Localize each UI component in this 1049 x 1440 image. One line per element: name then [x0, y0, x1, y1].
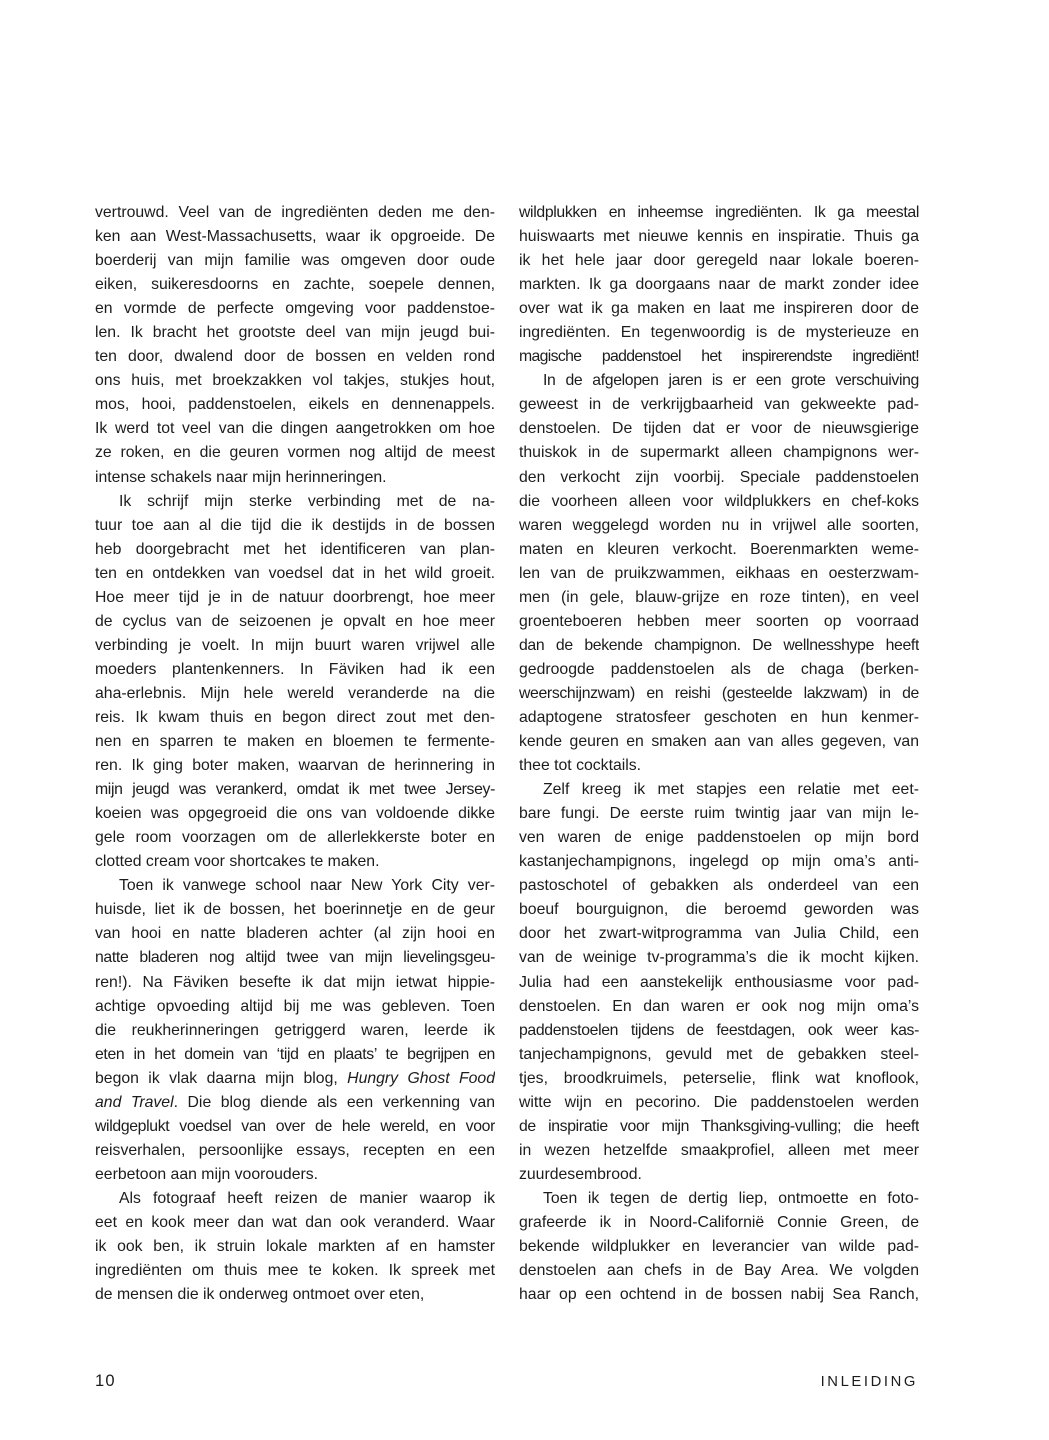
text-segment: Als fotograaf heeft reizen de manier waarop ik: [119, 1189, 495, 1207]
text-line: [519, 778, 919, 802]
text-line: [519, 1235, 919, 1259]
text-segment: tuur toe aan al die tijd die ik destijds in de bossen: [95, 516, 495, 534]
text-line: [519, 802, 919, 826]
text-segment: ven waren de enige paddenstoelen op mijn bord: [519, 829, 919, 847]
text-line: [95, 369, 495, 393]
text-line: [95, 1283, 495, 1307]
text-line: [519, 1211, 919, 1235]
text-line: [519, 514, 919, 538]
text-segment: ten en ontdekken van voedsel dat in het wild groeit.: [95, 564, 495, 582]
text-line: [519, 1019, 919, 1043]
text-line: [95, 682, 495, 706]
text-line: [95, 778, 495, 802]
text-segment: len van de pruikzwammen, eikhaas en oesterzwam-: [519, 564, 919, 582]
text-segment: magische paddenstoel het inspirerendste ingrediënt!: [519, 348, 919, 366]
text-segment: heb doorgebracht met het identificeren van plan-: [95, 540, 495, 558]
text-line: [95, 658, 495, 682]
text-segment: dan de bekende champignon. De wellnesshype heeft: [519, 636, 919, 654]
text-line: [95, 874, 495, 898]
text-segment: men (in gele, blauw-grijze en roze tinten), en veel: [519, 588, 919, 606]
text-segment: intense schakels naar mijn herinneringen.: [95, 468, 387, 486]
text-segment: Zelf kreeg ik met stapjes een relatie met eet-: [543, 781, 919, 799]
text-line: [519, 971, 919, 995]
text-segment: clotted cream voor shortcakes te maken.: [95, 853, 380, 871]
text-line: [519, 417, 919, 441]
text-segment: eerbetoon aan mijn voorouders.: [95, 1165, 319, 1183]
text-segment: maten en kleuren verkocht. Boerenmarkten weme-: [519, 540, 919, 558]
text-line: [95, 1163, 495, 1187]
text-segment: denstoelen. En dan waren er ook nog mijn oma’s: [519, 997, 919, 1015]
text-line: [519, 273, 919, 297]
text-segment: mijn jeugd was verankerd, omdat ik met twee Jersey-: [95, 781, 495, 799]
italic-text-segment: and Travel: [95, 1093, 174, 1111]
text-line: [519, 682, 919, 706]
text-segment: eet en kook meer dan wat dan ook veranderd. Waar: [95, 1213, 495, 1231]
text-segment: den verkocht zijn voorbij. Speciale paddenstoelen: [519, 468, 919, 486]
text-segment: wildgeplukt voedsel van over de hele wereld, en voor: [95, 1117, 495, 1135]
text-line: [95, 321, 495, 345]
text-segment: van de weinige tv-programma’s die ik mocht kijken.: [519, 949, 919, 967]
text-line: [95, 922, 495, 946]
text-segment: pastoschotel of gebakken als onderdeel van een: [519, 877, 919, 895]
text-line: [95, 225, 495, 249]
text-segment: grafeerde ik in Noord-Californië Connie Green, de: [519, 1213, 919, 1231]
text-line: [519, 1187, 919, 1211]
text-line: [519, 345, 919, 369]
text-line: [95, 417, 495, 441]
text-line: [519, 441, 919, 465]
italic-text-segment: Hungry Ghost Food: [347, 1069, 495, 1087]
text-segment: moeders plantenkenners. In Fäviken had ik een: [95, 660, 495, 678]
text-segment: eten in het domein van ‘tijd en plaats’ te begrijpen en: [95, 1045, 495, 1063]
text-line: [519, 634, 919, 658]
text-line: [519, 538, 919, 562]
text-segment: begon ik vlak daarna mijn blog,: [95, 1069, 348, 1087]
text-line: [519, 922, 919, 946]
text-segment: boeuf bourguignon, die beroemd geworden was: [519, 901, 919, 919]
text-line: [95, 754, 495, 778]
text-line: [95, 441, 495, 465]
text-line: [519, 658, 919, 682]
text-line: [519, 610, 919, 634]
text-segment: mos, hooi, paddenstoelen, eikels en dennenappels.: [95, 396, 495, 414]
text-segment: eiken, suikeresdoorns en zachte, soepele dennen,: [95, 276, 495, 294]
text-segment: groenteboeren hebben meer soorten op voorraad: [519, 612, 919, 630]
text-line: [95, 971, 495, 995]
text-line: [519, 946, 919, 970]
text-line: [95, 490, 495, 514]
text-segment: waren weggelegd worden nu in vrijwel alle soorten,: [519, 516, 919, 534]
text-segment: koeien was opgegroeid die ons van voldoende dikke: [95, 805, 495, 823]
text-line: [95, 273, 495, 297]
text-segment: de inspiratie voor mijn Thanksgiving-vulling; die heeft: [519, 1117, 919, 1135]
text-segment: Ik schrijf mijn sterke verbinding met de na-: [119, 492, 495, 510]
text-line: [519, 706, 919, 730]
running-head-section: INLEIDING: [820, 1374, 918, 1390]
text-segment: kastanjechampignons, ingelegd op mijn oma’s anti-: [519, 853, 919, 871]
text-segment: ken aan West-Massachusetts, waar ik opgroeide. De: [95, 228, 495, 246]
text-segment: van hooi en natte bladeren achter (al zijn hooi en: [95, 925, 495, 943]
text-segment: ren. Ik ging boter maken, waarvan de herinnering in: [95, 757, 495, 775]
text-line: [519, 874, 919, 898]
text-segment: haar op een ochtend in de bossen nabij Sea Ranch,: [519, 1286, 919, 1304]
text-line: [519, 490, 919, 514]
text-segment: In de afgelopen jaren is er een grote verschuiving: [543, 372, 919, 390]
text-segment: ik het hele jaar door geregeld naar lokale boeren-: [519, 252, 919, 270]
text-line: [519, 850, 919, 874]
text-line: [519, 1091, 919, 1115]
text-segment: en vormde de perfecte omgeving voor paddenstoe-: [95, 300, 495, 318]
text-segment: denstoelen aan chefs in de Bay Area. We volgden: [519, 1262, 919, 1280]
text-line: [519, 898, 919, 922]
text-segment: verbinding je voelt. In mijn buurt waren vrijwel alle: [95, 636, 495, 654]
text-line: [95, 826, 495, 850]
text-line: [519, 1163, 919, 1187]
text-segment: reis. Ik kwam thuis en begon direct zout met den-: [95, 708, 495, 726]
text-line: [95, 898, 495, 922]
text-segment: die voorheen alleen voor wildplukkers en chef-koks: [519, 492, 919, 510]
text-line: [95, 802, 495, 826]
text-line: [95, 201, 495, 225]
text-line: [95, 995, 495, 1019]
text-segment: kende geuren en smaken aan van alles gegeven, van: [519, 733, 919, 751]
text-segment: over wat ik ga maken en laat me inspireren door de: [519, 300, 919, 318]
text-line: [95, 1187, 495, 1211]
text-line: [519, 466, 919, 490]
text-line: [519, 754, 919, 778]
text-line: [519, 586, 919, 610]
text-segment: de cyclus van de seizoenen je opvalt en hoe meer: [95, 612, 495, 630]
text-segment: Toen ik tegen de dertig liep, ontmoette en foto-: [543, 1189, 919, 1207]
page-footer: [95, 1372, 918, 1391]
text-segment: len. Ik bracht het grootste deel van mijn jeugd bui-: [95, 324, 495, 342]
text-line: [95, 610, 495, 634]
text-line: [519, 201, 919, 225]
text-line: [519, 393, 919, 417]
text-segment: gedroogde paddenstoelen als de chaga (berken-: [519, 660, 919, 678]
text-segment: geweest in de verkrijgbaarheid van gekweekte pad-: [519, 396, 919, 414]
text-line: [519, 1043, 919, 1067]
text-line: [95, 1139, 495, 1163]
text-segment: Julia had een aanstekelijk enthousiasme voor pad-: [519, 973, 919, 991]
text-line: [95, 297, 495, 321]
text-line: [95, 1043, 495, 1067]
text-segment: huiswaarts met nieuwe kennis en inspiratie. Thuis ga: [519, 228, 919, 246]
text-line: [519, 249, 919, 273]
text-segment: thee tot cocktails.: [519, 757, 642, 775]
text-segment: Toen ik vanwege school naar New York City ver-: [119, 877, 495, 895]
text-segment: in wezen hetzelfde smaakprofiel, alleen met meer: [519, 1141, 919, 1159]
text-line: [95, 393, 495, 417]
text-segment: ze roken, en die geuren vormen nog altijd de meest: [95, 444, 495, 462]
text-column-right: [519, 201, 919, 1307]
text-line: [95, 249, 495, 273]
text-line: [95, 1115, 495, 1139]
text-line: [519, 826, 919, 850]
text-segment: ren!). Na Fäviken besefte ik dat mijn ietwat hippie-: [95, 973, 495, 991]
text-segment: de mensen die ik onderweg ontmoet over eten,: [95, 1286, 425, 1304]
text-segment: die reukherinneringen getriggerd waren, leerde ik: [95, 1021, 495, 1039]
text-line: [95, 538, 495, 562]
text-line: [519, 1067, 919, 1091]
text-segment: weerschijnzwam) en reishi (gesteelde lakzwam) in de: [519, 684, 919, 702]
text-segment: ingrediënten. En tegenwoordig is de mysterieuze en: [519, 324, 919, 342]
text-segment: witte wijn en pecorino. Die paddenstoelen werden: [519, 1093, 919, 1111]
text-line: [95, 634, 495, 658]
text-line: [519, 562, 919, 586]
text-line: [95, 1211, 495, 1235]
text-line: [95, 1259, 495, 1283]
text-line: [519, 995, 919, 1019]
text-line: [519, 1259, 919, 1283]
text-segment: gele room voorzagen om de allerlekkerste boter en: [95, 829, 495, 847]
text-line: [95, 586, 495, 610]
page-number: 10: [95, 1372, 116, 1390]
text-line: [95, 345, 495, 369]
text-line: [95, 1091, 495, 1115]
text-segment: natte bladeren nog altijd twee van mijn lievelingsgeu-: [95, 949, 495, 967]
text-line: [95, 706, 495, 730]
text-line: [95, 466, 495, 490]
text-line: [95, 730, 495, 754]
text-segment: bare fungi. De eerste ruim twintig jaar van mijn le-: [519, 805, 919, 823]
text-segment: aha-erlebnis. Mijn hele wereld veranderde na die: [95, 684, 495, 702]
text-line: [95, 1067, 495, 1091]
text-line: [95, 562, 495, 586]
text-line: [519, 225, 919, 249]
text-segment: vertrouwd. Veel van de ingrediënten deden me den-: [95, 204, 495, 221]
text-segment: . Die blog diende als een verkenning van: [173, 1093, 495, 1111]
text-line: [95, 946, 495, 970]
text-segment: reisverhalen, persoonlijke essays, recepten en een: [95, 1141, 495, 1159]
text-segment: achtige opvoeding altijd bij me was gebleven. Toen: [95, 997, 495, 1015]
text-segment: wildplukken en inheemse ingrediënten. Ik ga meestal: [519, 204, 919, 221]
text-line: [519, 369, 919, 393]
text-segment: nen en sparren te maken en bloemen te fermente-: [95, 733, 495, 751]
text-segment: bekende wildplukker en leverancier van wilde pad-: [519, 1238, 919, 1256]
text-segment: tanjechampignons, gevuld met de gebakken steel-: [519, 1045, 919, 1063]
text-segment: markten. Ik ga doorgaans naar de markt zonder idee: [519, 276, 919, 294]
text-line: [519, 1283, 919, 1307]
text-line: [95, 514, 495, 538]
text-line: [519, 321, 919, 345]
text-column-left: [95, 201, 495, 1307]
text-line: [519, 297, 919, 321]
text-segment: adaptogene stratosfeer geschoten en hun kenmer-: [519, 708, 919, 726]
text-line: [519, 1115, 919, 1139]
text-segment: tjes, broodkruimels, peterselie, flink wat knoflook,: [519, 1069, 919, 1087]
text-segment: thuiskok in de supermarkt alleen champignons wer-: [519, 444, 919, 462]
text-segment: ten door, dwalend door de bossen en velden rond: [95, 348, 495, 366]
text-segment: Hoe meer tijd je in de natuur doorbrengt, hoe meer: [95, 588, 495, 606]
text-line: [519, 730, 919, 754]
text-segment: paddenstoelen tijdens de feestdagen, ook weer kas-: [519, 1021, 919, 1039]
text-segment: ingrediënten om thuis mee te koken. Ik spreek met: [95, 1262, 495, 1280]
text-segment: ons huis, met broekzakken vol takjes, stukjes hout,: [95, 372, 495, 390]
text-segment: boerderij van mijn familie was omgeven door oude: [95, 252, 495, 270]
text-segment: zuurdesembrood.: [519, 1165, 642, 1183]
text-line: [519, 1139, 919, 1163]
text-line: [95, 1235, 495, 1259]
text-segment: door het zwart-witprogramma van Julia Child, een: [519, 925, 919, 943]
text-line: [95, 1019, 495, 1043]
text-segment: denstoelen. De tijden dat er voor de nieuwsgierige: [519, 420, 919, 438]
text-segment: Ik werd tot veel van die dingen aangetrokken om hoe: [95, 420, 495, 438]
text-line: [95, 850, 495, 874]
text-segment: ik ook ben, ik struin lokale markten af en hamster: [95, 1238, 495, 1256]
text-segment: huisde, liet ik de bossen, het boerinnetje en de geur: [95, 901, 495, 919]
